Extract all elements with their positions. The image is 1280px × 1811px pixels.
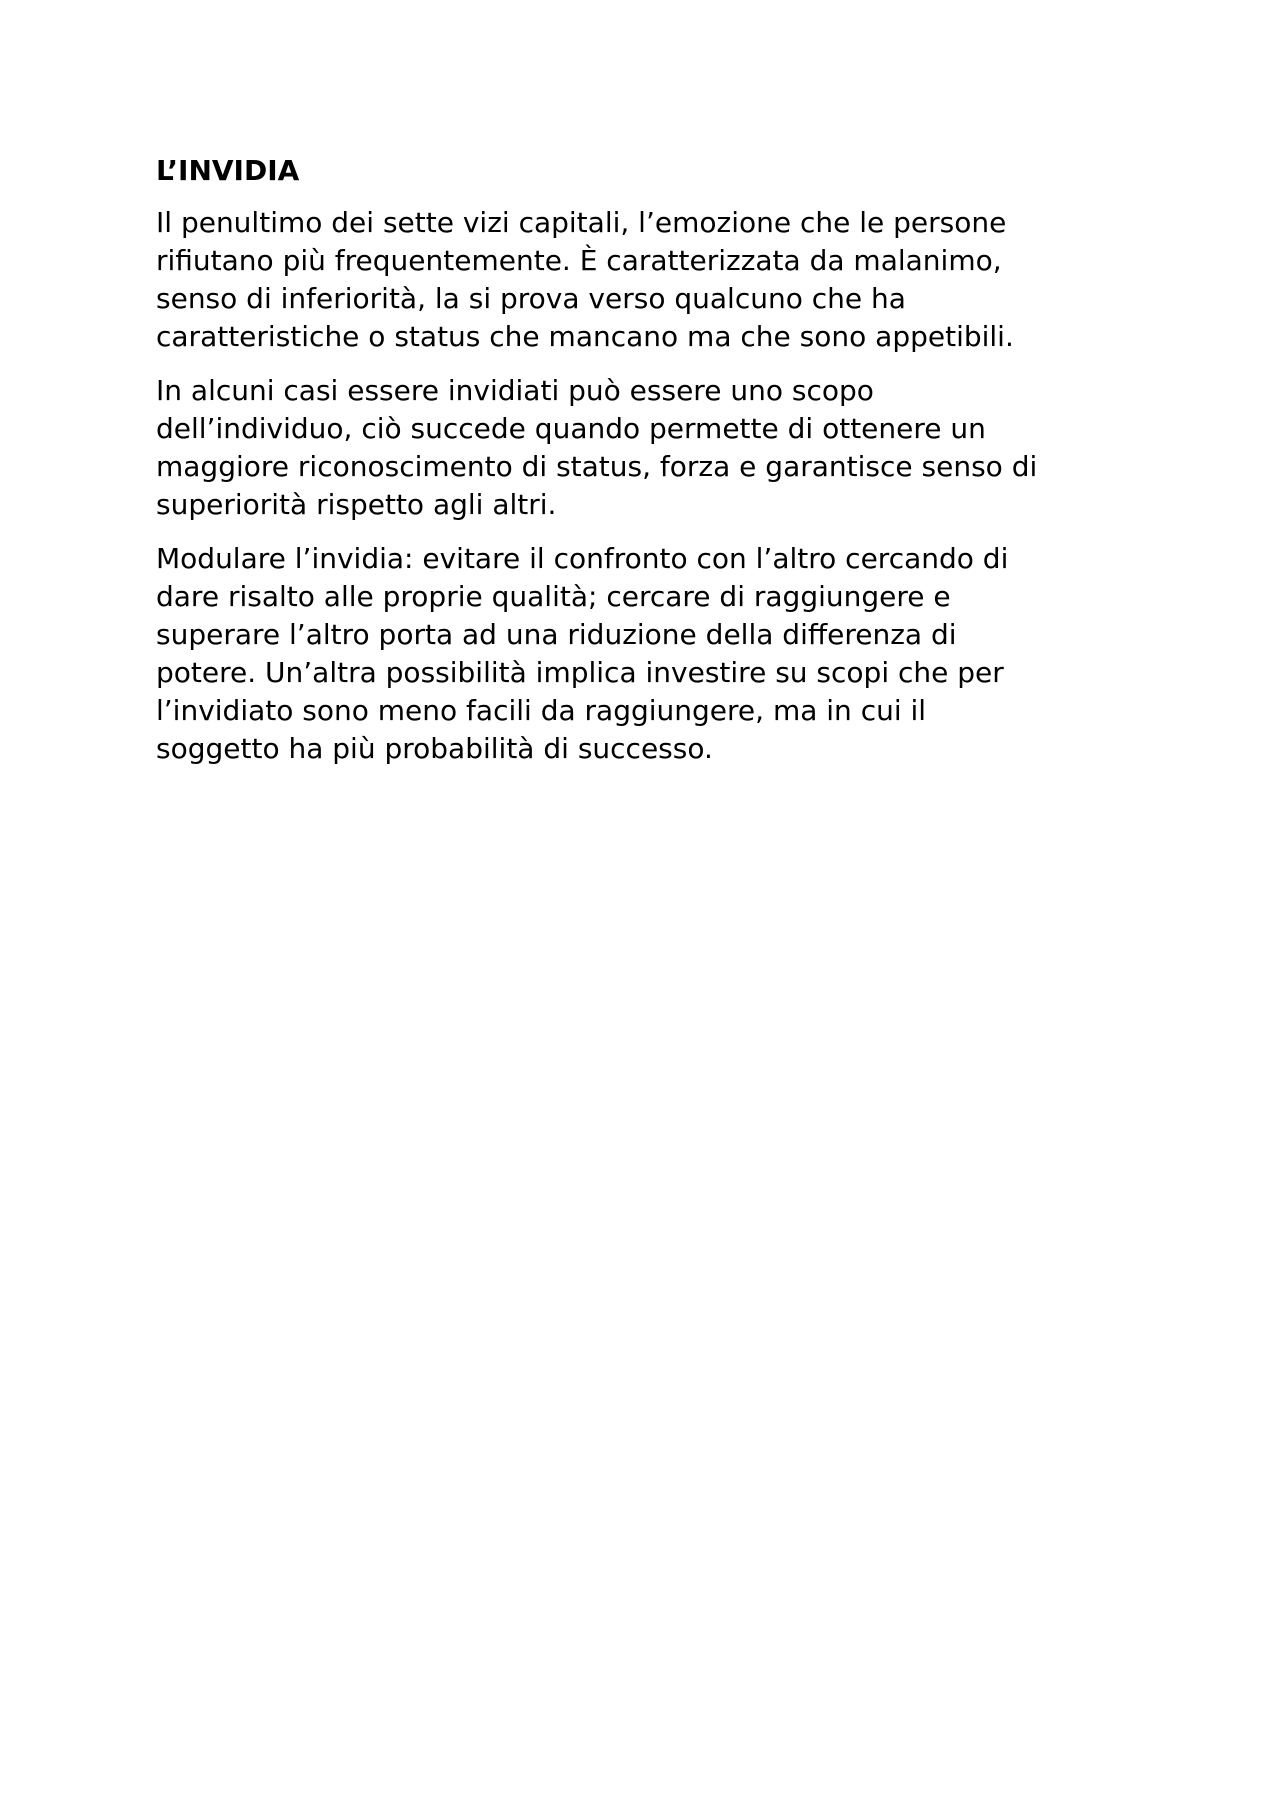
text-line: dare risalto alle proprie qualità; cercare di raggiungere e [156,580,951,613]
text-line: senso di inferiorità, la si prova verso qualcuno che ha [156,282,906,315]
text-line: rifiutano più frequentemente. È caratterizzata da malanimo, [156,244,1002,277]
document-title: L’INVIDIA [156,154,300,187]
text-line: Il penultimo dei sette vizi capitali, l’emozione che le persone [156,206,1007,239]
text-line: dell’individuo, ciò succede quando permette di ottenere un [156,412,986,445]
text-line: Modulare l’invidia: evitare il confronto con l’altro cercando di [156,542,1009,575]
paragraph-modulating-envy [156,540,1116,768]
text-line: In alcuni casi essere invidiati può essere uno scopo [156,374,874,407]
paragraph-definition [156,204,1116,356]
text-line: caratteristiche o status che mancano ma che sono appetibili. [156,320,1014,353]
text-line: superiorità rispetto agli altri. [156,488,557,521]
text-line: soggetto ha più probabilità di successo. [156,732,713,765]
text-line: superare l’altro porta ad una riduzione della differenza di [156,618,957,651]
text-line: maggiore riconoscimento di status, forza e garantisce senso di [156,450,1038,483]
text-line: l’invidiato sono meno facili da raggiungere, ma in cui il [156,694,927,727]
document-content [156,152,1116,784]
text-line: potere. Un’altra possibilità implica investire su scopi che per [156,656,1004,689]
paragraph-being-envied [156,372,1116,524]
